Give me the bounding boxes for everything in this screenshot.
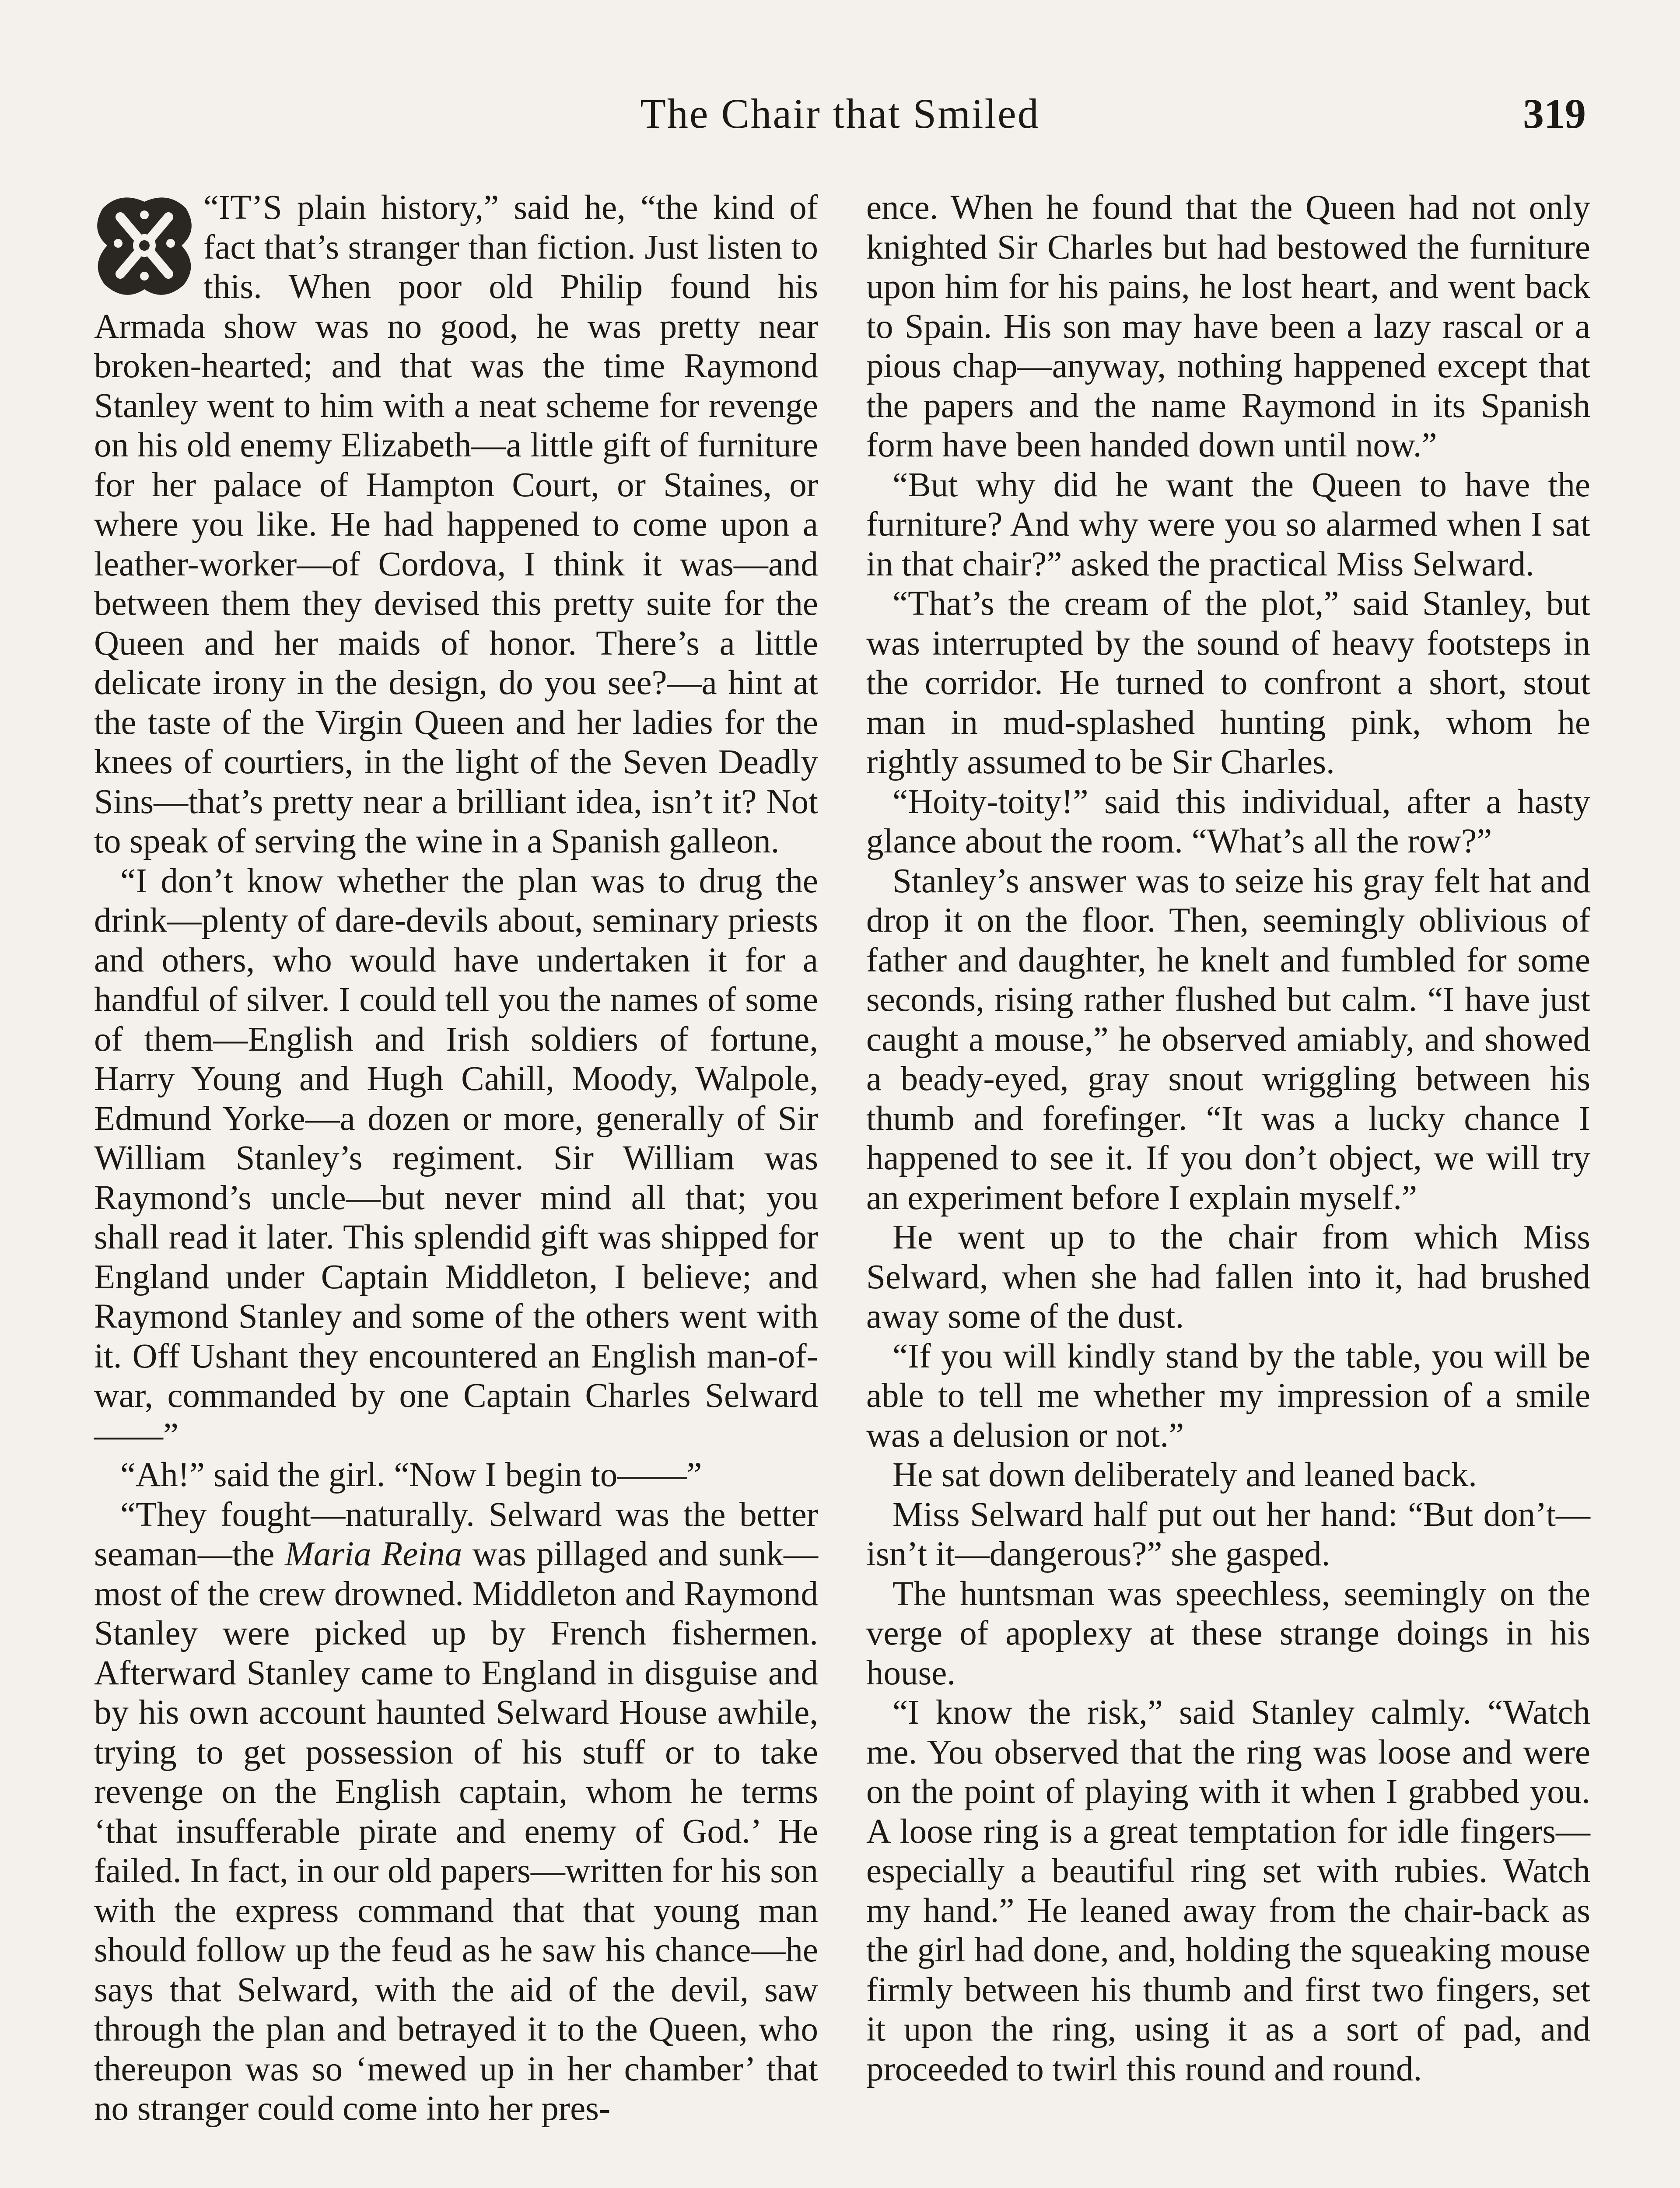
paragraph: “I know the risk,” said Stanley calmly. “Watch me. You observed that the ring was loose and were on the point of playing with it when I grabbed you. A loose ring is a great temptation for idle fingers—especially a beautiful ring set with rubies. Watch my hand.” He leaned away from the chair-back as the girl had done, and, holding the squeaking mouse firmly between his thumb and first two fingers, set it upon the ring, using it as a sort of pad, and proceeded to twirl this round and round. [866, 1694, 1590, 2088]
running-title: The Chair that Smiled [640, 90, 1040, 137]
paragraph: ence. When he found that the Queen had not only knighted Sir Charles but had bestowed the furniture upon him for his pains, he lost heart, and went back to Spain. His son may have been a lazy rascal or a pious chap—anyway, nothing happened except that the papers and the name Raymond in its Spanish form have been handed down until now.” [866, 189, 1590, 464]
paragraph-text: “They fought—naturally. Selward was the better seaman—the [94, 1495, 818, 1573]
ship-name: Maria Reina [284, 1535, 462, 1573]
page-number: 319 [1523, 90, 1586, 137]
paragraph [94, 1495, 818, 2129]
paragraph: “IT’S plain history,” said he, “the kind of fact that’s stranger than fiction. Just listen to this. When poor old Philip found his Armada show was no good, he was pretty near broken-hearted; and that was the time Raymond Stanley went to him with a neat scheme for revenge on his old enemy Elizabeth—a little gift of furniture for her palace of Hampton Court, or Staines, or where you like. He had happened to come upon a leather-worker—of Cordova, I think it was—and between them they devised this pretty suite for the Queen and her maids of honor. There’s a little delicate irony in the design, do you see?—a hint at the taste of the Virgin Queen and her ladies for the knees of courtiers, in the light of the Seven Deadly Sins—that’s pretty near a brilliant idea, isn’t it? Not to speak of serving the wine in a Spanish galleon. [94, 189, 818, 860]
paragraph: “If you will kindly stand by the table, you will be able to tell me whether my impression of a smile was a delusion or not.” [866, 1337, 1590, 1455]
left-column [94, 188, 818, 2129]
page-header [94, 83, 1586, 144]
paragraph: He sat down deliberately and leaned back. [892, 1456, 1477, 1494]
paragraph: He went up to the chair from which Miss Selward, when she had fallen into it, had brushed away some of the dust. [866, 1218, 1590, 1336]
paragraph: The huntsman was speechless, seemingly on the verge of apoplexy at these strange doings in his house. [866, 1574, 1590, 1692]
paragraph: “I don’t know whether the plan was to drug the drink—plenty of dare-devils about, seminary priests and others, who would have undertaken it for a handful of silver. I could tell you the names of some of them—English and Irish soldiers of fortune, Harry Young and Hugh Cahill, Moody, Walpole, Edmund Yorke—a dozen or more, generally of Sir William Stanley’s regiment. Sir William was Raymond’s uncle—but never mind all that; you shall read it later. This splendid gift was shipped for England under Captain Middleton, I believe; and Raymond Stanley and some of the others went with it. Off Ushant they encountered an English man-of-war, commanded by one Captain Charles Selward——” [94, 862, 818, 1455]
paragraph: Miss Selward half put out her hand: “But don’t—isn’t it—dangerous?” she gasped. [866, 1495, 1590, 1573]
paragraph: “But why did he want the Queen to have the furniture? And why were you so alarmed when I sat in that chair?” asked the practical Miss Selward. [866, 466, 1590, 583]
ornamental-dropcap-icon [94, 191, 195, 300]
paragraph: “Hoity-toity!” said this individual, after a hasty glance about the room. “What’s all the row?” [866, 782, 1590, 860]
paragraph: “Ah!” said the girl. “Now I begin to——” [120, 1456, 702, 1494]
paragraph: “That’s the cream of the plot,” said Stanley, but was interrupted by the sound of heavy footsteps in the corridor. He turned to confront a short, stout man in mud-splashed hunting pink, whom he rightly assumed to be Sir Charles. [866, 585, 1590, 781]
right-column [866, 188, 1590, 2089]
paragraph: Stanley’s answer was to seize his gray felt hat and drop it on the floor. Then, seemingly oblivious of father and daughter, he knelt and fumbled for some seconds, rising rather flushed but calm. “I have just caught a mouse,” he observed amiably, and showed a beady-eyed, gray snout wriggling between his thumb and forefinger. “It was a lucky chance I happened to see it. If you don’t object, we will try an experiment before I explain myself.” [866, 862, 1590, 1217]
paragraph-text: was pillaged and sunk—most of the crew drowned. Middleton and Raymond Stanley were picked up by French fishermen. Afterward Stanley came to England in disguise and by his own account haunted Selward House awhile, trying to get possession of his stuff or to take revenge on the English captain, whom he terms ‘that insufferable pirate and enemy of God.’ He failed. In fact, in our old papers—written for his son with the express command that that young man should follow up the feud as he saw his chance—he says that Selward, with the aid of the devil, saw through the plan and betrayed it to the Queen, who thereupon was so ‘mewed up in her chamber’ that no stranger could come into her pres- [94, 1535, 819, 2128]
